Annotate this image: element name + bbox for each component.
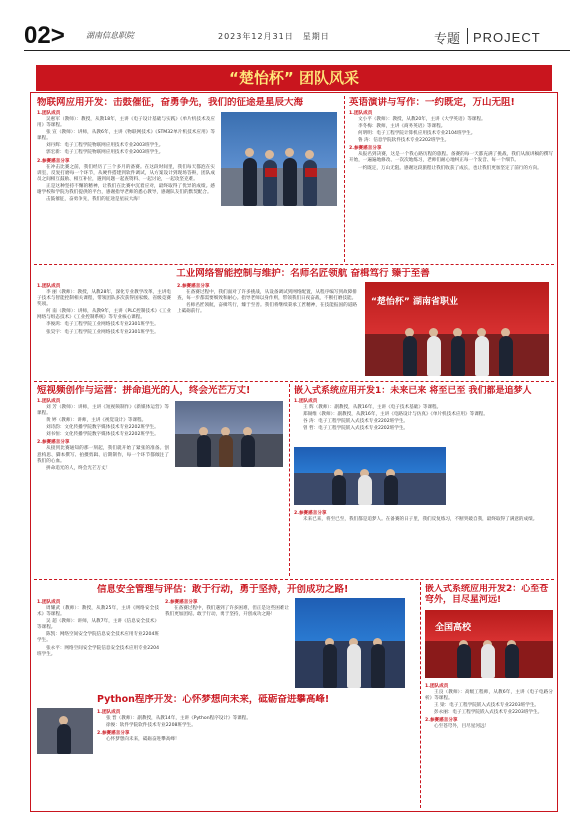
header-divider xyxy=(467,28,468,44)
article-title: 物联网应用开发：击鼓催征，奋勇争先，我们的征途是星辰大海 xyxy=(37,97,304,108)
section-label: 专题 xyxy=(434,32,461,47)
paragraph: 在备赛过程中，我们遇到了许多困难，但正是这些困难让我们更加团结。敢于行动，勇于坚持，开创成功之路！ xyxy=(165,606,289,618)
paragraph: 徐俊：软件学院软件技术专业2208班学生。 xyxy=(106,723,196,729)
paragraph: 吴 超（教师）：讲师，从教7年，主讲《信息安全技术》等课程。 xyxy=(37,619,159,631)
row-divider xyxy=(34,381,554,382)
subhead: 2.参赛感言分享 xyxy=(425,718,458,724)
article-body xyxy=(349,111,553,172)
article-info-security xyxy=(37,584,415,692)
photo-embedded1-team xyxy=(294,447,446,505)
paragraph: 谷 涛：电子工程学院嵌入式技术专业2202班学生。 xyxy=(303,419,409,425)
subhead: 1.团队成员 xyxy=(37,284,61,289)
subhead: 1.团队成员 xyxy=(97,710,121,715)
issue-date: 2023年12月31日 星期日 xyxy=(218,32,330,41)
photo-iot-team xyxy=(221,112,337,206)
row-divider xyxy=(34,264,554,265)
article-body xyxy=(294,399,552,432)
paragraph: 郑锡维（教师）：副教授，从教16年，主讲《电路设计与仿真》《单片机技术应用》等课程。 xyxy=(303,412,488,418)
paragraph: 文小平（教师）：教授，从教20年，主讲《大学英语》等课程。 xyxy=(358,117,486,122)
paragraph: 张 宣（教师）：讲师，从教6年，主讲《物联网技术》《STM32单片机技术应用》等课程。 xyxy=(37,130,215,142)
paragraph: 心至苍穹外，目尽星河远！ xyxy=(434,724,490,730)
publication-name: 湖南信息职院 xyxy=(86,31,134,40)
paragraph: 心怀梦想向未来，砥砺奋进攀高峰！ xyxy=(106,737,180,743)
subhead: 2.参赛感言分享 xyxy=(37,158,70,164)
paragraph: 李 丽（教师）：教授，从教28年，深化专业教学改革，主讲电子技术与智能控制相关课程，带领团队多次获得国家级、省级竞赛奖项。 xyxy=(37,290,171,308)
paragraph: 张昊宇：电子工程学院工业网络技术专业2301班学生。 xyxy=(46,329,159,335)
paragraph: 曾 哲：电子工程学院嵌入式技术专业2202班学生。 xyxy=(303,426,409,432)
article-title: 嵌入式系统应用开发2：心至苍穹外，目尽星河远! xyxy=(425,584,549,605)
article-title: 短视频创作与运营：拼命追光的人，终会光芒万丈! xyxy=(37,385,251,396)
subhead: 2.参赛感言分享 xyxy=(294,511,327,516)
column-divider xyxy=(420,582,421,808)
header-rule xyxy=(24,50,570,51)
subhead: 2.参赛感言分享 xyxy=(97,731,130,737)
article-body xyxy=(425,682,553,731)
page-header xyxy=(0,0,586,52)
photo-video-team xyxy=(175,401,283,467)
paragraph: 陈凯：网络空间安全学院信息安全技术应用专业2204班学生。 xyxy=(37,632,159,644)
subhead: 1.团队成员 xyxy=(294,399,318,404)
paragraph: 刘 芳（教师）：讲师，主讲《短视频制作》《新媒体运营》等课程。 xyxy=(37,405,169,417)
paragraph: 刘诗韵：文化传播学院数字媒体技术专业2202班学生。 xyxy=(46,425,159,431)
paragraph: 在备赛过程中，我们面对了许多挑战，从设备调试到网络配置，从程序编写到故障排查，每一步都需要细致和耐心。指导老师以身作则，带领我们日夜奋战，不断打磨技能。 xyxy=(177,290,357,302)
paragraph: 在冲击比赛之前，我们经历了三个多月的备赛。在这段时间里，我们每天都泡在实训室，反复打磨每一个环节，从硬件搭建到软件调试，从方案设计到现场答辩，团队成员之间相互鼓励、相互补位，遇到问题一起查资料、一起讨论，一起攻坚克难。 xyxy=(37,164,215,182)
article-body xyxy=(37,111,215,203)
paragraph: 何明明：电子工程学院计算机应用技术专业2104班学生。 xyxy=(358,131,476,137)
paragraph: 正是这种坚持不懈的精神，让我们在比赛中沉着应对，最终取得了优异的成绩。感谢学校和学院为我们提供的平台，感谢指导老师的悉心教导，感谢队友们的默契配合。 xyxy=(37,183,215,195)
paragraph: 名师名匠领航，奋楫笃行，臻于至善。我们将继续秉承工匠精神，在技能报国的道路上砥砺前行。 xyxy=(177,303,357,315)
article-body-2 xyxy=(294,509,552,524)
banner-title: “楚怡杯” 团队风采 xyxy=(36,65,552,91)
column-divider xyxy=(289,384,290,576)
paragraph: 李冬梅：教师，主讲《商务英语》等课程。 xyxy=(358,124,446,130)
paragraph: 从报名到决赛，这是一个我心路历程的旅程。备赛的每一天都充满了挑战，我们从演讲稿的撰写开始，一遍遍地修改、一次次地练习，老师们耐心地纠正每一个发音、每一个细节。 xyxy=(349,152,553,164)
article-title: Python程序开发：心怀梦想向未来，砥砺奋进攀高峰! xyxy=(97,694,330,705)
photo-caption: “楚怡杯” 湖南省职业 xyxy=(371,297,458,307)
paragraph: 何 南（教师）：讲师，从教9年，主讲《PLC控制技术》《工业网络与组态技术》《工业控制系统》等专业核心课程。 xyxy=(37,309,171,321)
subhead: 2.参赛感言分享 xyxy=(349,146,382,152)
paragraph: 李俊鸿：电子工程学院工业网络技术专业2301班学生。 xyxy=(46,322,159,328)
subhead: 2.参赛感言分享 xyxy=(165,600,198,605)
article-iot xyxy=(37,97,339,261)
subhead: 2.参赛感言分享 xyxy=(177,284,210,289)
paragraph: 王 辉（教师）：副教授，从教16年，主讲《电子技术基础》等课程。 xyxy=(303,405,442,410)
paragraph: 吴惠军（教师）：教授，从教18年，主讲《电子设计基础与实践》《单片机技术及应用》等课程。 xyxy=(37,117,215,129)
page-number: 02> xyxy=(24,22,65,49)
article-industrial-network xyxy=(37,268,549,378)
article-python xyxy=(37,694,415,808)
paragraph: 张 晋（教师）：副教授，从教14年，主讲《Python程序设计》等课程。 xyxy=(106,716,251,721)
article-body xyxy=(37,399,169,472)
photo-security-team xyxy=(295,598,405,688)
photo-caption: 全国高校 xyxy=(435,623,472,633)
paragraph: 未来已来，将至已至，我们都是追梦人。在备赛的日子里，我们反复练习，不断突破自我，最终取得了满意的成绩。 xyxy=(303,517,538,522)
paragraph: 王良（教师）：高级工程师，从教6年，主讲《电子电路分析》等课程。 xyxy=(425,690,553,702)
paragraph: 周耀武（教师）：教授，从教25年，主讲《网络安全技术》等课程。 xyxy=(37,606,159,618)
article-title: 信息安全管理与评估：敢于行动，勇于坚持，开创成功之路! xyxy=(97,584,349,595)
paragraph: 王 梁：电子工程学院嵌入式技术专业2203班学生。 xyxy=(434,703,540,709)
article-body-col2 xyxy=(165,598,289,619)
column-divider xyxy=(344,96,345,262)
article-english xyxy=(349,97,553,261)
photo-embedded2-team xyxy=(425,610,553,678)
paragraph: 拼命追光的人，终会光芒万丈！ xyxy=(46,465,111,471)
paragraph: 击鼓催征，奋勇争先，我们的征途是星辰大海！ xyxy=(46,197,143,203)
paragraph: 郭宏新：电子工程学院物联网应用技术专业2003班学生。 xyxy=(46,150,164,156)
article-body-col1 xyxy=(37,282,171,337)
article-short-video xyxy=(37,385,285,575)
paragraph: 刘书恒：文化传播学院数字媒体技术专业2202班学生。 xyxy=(46,432,159,438)
subhead: 1.团队成员 xyxy=(349,111,373,116)
subhead: 1.团队成员 xyxy=(37,111,61,116)
article-embedded-1 xyxy=(294,385,552,575)
article-body xyxy=(97,708,287,744)
paragraph: 张永平：网络空间安全学院信息安全技术应用专业2204班学生。 xyxy=(37,645,159,657)
article-body-col2 xyxy=(177,282,357,316)
paragraph: 彭永丽：电子工程学院嵌入式技术专业2203班学生。 xyxy=(434,710,543,716)
paragraph: 刘丹辉：电子工程学院物联网应用技术专业2003班学生。 xyxy=(46,143,164,149)
subhead: 1.团队成员 xyxy=(37,600,61,605)
paragraph: 黄 婷（教师）：讲师，主讲《视觉设计》等课程。 xyxy=(46,418,147,424)
photo-python-team xyxy=(37,708,93,754)
paragraph: 从接到比赛通知的那一刻起，我们就开始了紧张的准备。创意构思、脚本撰写、拍摄剪辑、后期制作，每一个环节都倾注了我们的心血。 xyxy=(37,446,169,464)
row-divider xyxy=(34,579,554,580)
article-title: 英语演讲与写作：一约既定，万山无阻! xyxy=(349,97,515,108)
article-title: 嵌入式系统应用开发1：未来已来 将至已至 我们都是追梦人 xyxy=(294,386,532,396)
photo-industrial-team xyxy=(365,282,549,376)
subhead: 1.团队成员 xyxy=(37,399,61,404)
article-body-col1 xyxy=(37,598,159,659)
article-embedded-2 xyxy=(425,584,553,808)
paragraph: 一约既定，万山无阻。感谢这段旅程让我们收获了成长，也让我们更加坚定了前行的方向。 xyxy=(358,165,542,171)
article-title: 工业网络智能控制与维护：名师名匠领航 奋楫笃行 臻于至善 xyxy=(176,268,430,279)
section-label-en: PROJECT xyxy=(473,30,541,45)
subhead: 1.团队成员 xyxy=(425,684,449,689)
subhead: 2.参赛感言分享 xyxy=(37,440,70,446)
paragraph: 鲁 涛：信息学院软件技术专业2202班学生。 xyxy=(358,138,450,144)
